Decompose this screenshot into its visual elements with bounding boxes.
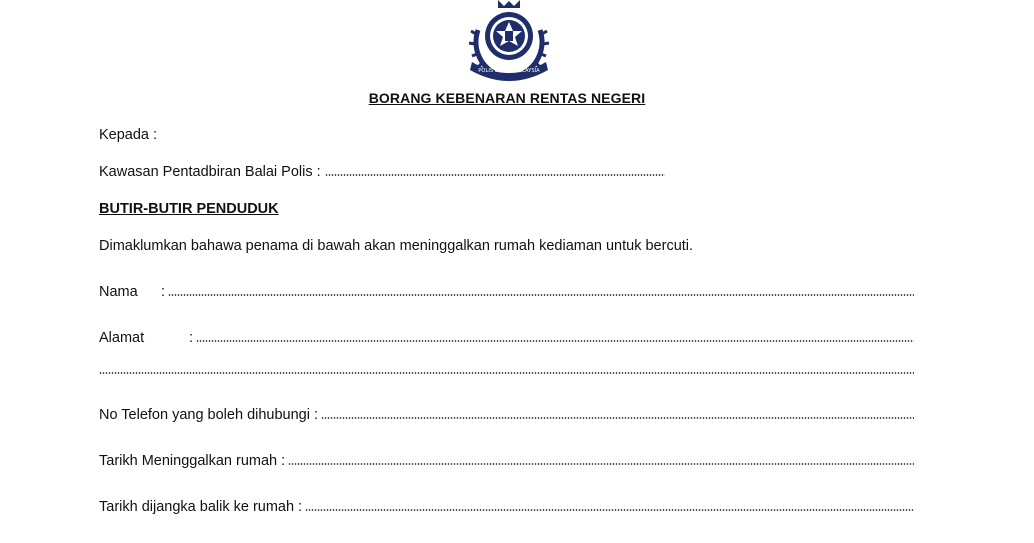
kawasan-label: Kawasan Pentadbiran Balai Polis : [99, 164, 321, 180]
kawasan-row [99, 164, 665, 180]
alamat-input-line-2[interactable] [99, 372, 914, 374]
nama-label: Nama [99, 284, 138, 300]
polis-diraja-malaysia-crest-icon [464, 0, 554, 82]
alamat-label: Alamat [99, 330, 145, 346]
section-heading-butir: BUTIR-BUTIR PENDUDUK [99, 201, 279, 217]
tarikh-tinggal-input-line[interactable] [288, 463, 914, 465]
tarikh-tinggal-row [99, 453, 914, 469]
alamat-colon: : [189, 330, 194, 346]
nama-colon: : [161, 284, 166, 300]
alamat-input-line-1[interactable] [196, 340, 914, 342]
telefon-label: No Telefon yang boleh dihubungi : [99, 407, 319, 423]
tarikh-balik-label: Tarikh dijangka balik ke rumah : [99, 499, 303, 515]
tarikh-tinggal-label: Tarikh Meninggalkan rumah : [99, 453, 286, 469]
kepada-label: Kepada : [99, 127, 158, 143]
nama-row [99, 284, 914, 300]
tarikh-balik-row [99, 499, 914, 515]
kawasan-input-line[interactable] [325, 174, 665, 176]
tarikh-balik-input-line[interactable] [305, 509, 914, 511]
alamat-row [99, 330, 914, 346]
telefon-input-line[interactable] [321, 417, 914, 419]
crest-banner-text: POLIS DIRAJA MALAYSIA [478, 68, 540, 74]
form-title: BORANG KEBENARAN RENTAS NEGERI [368, 90, 646, 106]
nama-input-line[interactable] [168, 294, 914, 296]
telefon-row [99, 407, 914, 423]
intro-text: Dimaklumkan bahawa penama di bawah akan meninggalkan rumah kediaman untuk bercuti. [99, 238, 694, 254]
